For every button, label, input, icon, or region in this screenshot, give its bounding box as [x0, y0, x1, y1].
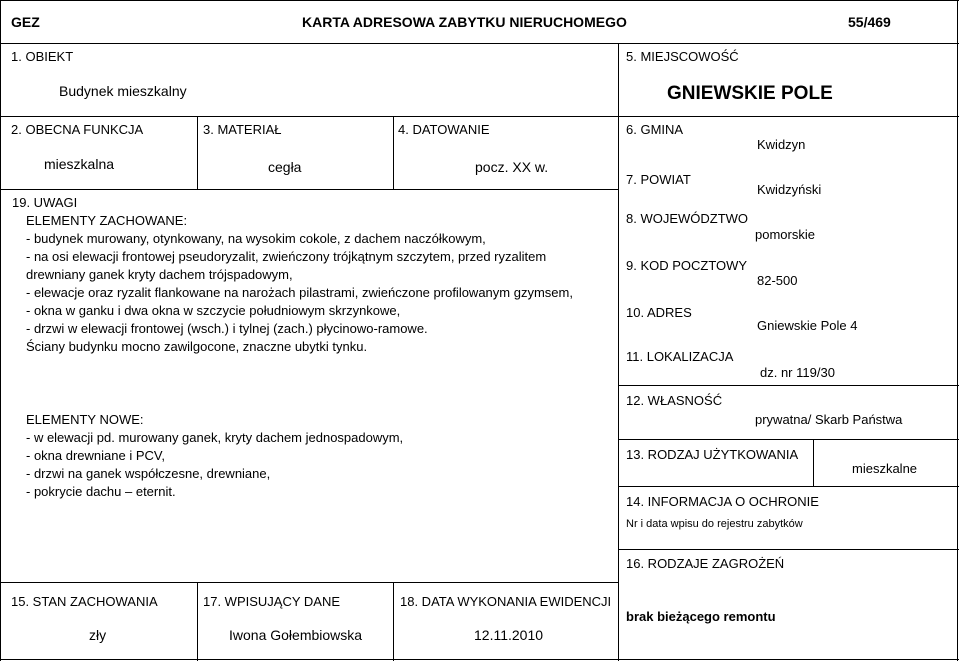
- wojewodztwo-value: pomorskie: [755, 227, 815, 242]
- wlasnosc-value: prywatna/ Skarb Państwa: [755, 412, 903, 427]
- data-wykonania-label: 18. DATA WYKONANIA EWIDENCJI: [400, 594, 612, 609]
- nowe-line: - drzwi na ganek współczesne, drewniane,: [26, 466, 271, 481]
- card-number: 55/469: [848, 14, 891, 30]
- right-row-divider-1: [618, 385, 959, 386]
- wpisujacy-label: 17. WPISUJĄCY DANE: [203, 594, 341, 609]
- header-left: GEZ: [11, 14, 40, 30]
- material-value: cegła: [268, 159, 302, 175]
- funkcja-value: mieszkalna: [44, 156, 115, 172]
- outer-top-border: [0, 0, 959, 1]
- zachowane-line: - budynek murowany, otynkowany, na wysokim cokole, z dachem naczółkowym,: [26, 231, 486, 246]
- function-row-divider: [0, 189, 618, 190]
- miejscowosc-value: GNIEWSKIE POLE: [667, 83, 833, 104]
- stan-label: 15. STAN ZACHOWANIA: [11, 594, 158, 609]
- nowe-line: - okna drewniane i PCV,: [26, 448, 165, 463]
- nowe-header: ELEMENTY NOWE:: [26, 412, 144, 427]
- ochrona-label: 14. INFORMACJA O OCHRONIE: [626, 494, 819, 509]
- zachowane-line: - drzwi w elewacji frontowej (wsch.) i tylnej (zach.) płycinowo-ramowe.: [26, 321, 428, 336]
- bottom-divider-1: [197, 582, 198, 661]
- card-title: KARTA ADRESOWA ZABYTKU NIERUCHOMEGO: [302, 14, 627, 30]
- nowe-section: [26, 411, 403, 501]
- uzytkowanie-value: mieszkalne: [852, 461, 918, 476]
- outer-right-border: [957, 0, 958, 661]
- wojewodztwo-label: 8. WOJEWÓDZTWO: [626, 211, 749, 226]
- nowe-line: - w elewacji pd. murowany ganek, kryty dachem jednospadowym,: [26, 430, 404, 445]
- right-row-divider-3: [618, 486, 959, 487]
- zachowane-line: Ściany budynku mocno zawilgocone, znaczne ubytki tynku.: [26, 339, 368, 354]
- header-divider: [0, 43, 959, 44]
- bottom-divider-2: [393, 582, 394, 661]
- powiat-value: Kwidzyński: [757, 182, 822, 197]
- obiekt-label: 1. OBIEKT: [11, 49, 74, 64]
- wpisujacy-value: Iwona Gołembiowska: [229, 627, 363, 643]
- stan-value: zły: [89, 627, 107, 643]
- kod-pocztowy-label: 9. KOD POCZTOWY: [626, 258, 748, 273]
- miejscowosc-label: 5. MIEJSCOWOŚĆ: [626, 49, 739, 64]
- datowanie-label: 4. DATOWANIE: [398, 122, 490, 137]
- uwagi-label: 19. UWAGI: [12, 195, 78, 210]
- zachowane-line: - na osi elewacji frontowej pseudoryzalit, zwieńczony trójkątnym szczytem, przed ryzalitem: [26, 249, 547, 264]
- usage-divider: [813, 439, 814, 486]
- zachowane-line: drewniany ganek kryty dachem trójspadowym,: [26, 267, 293, 282]
- adres-value: Gniewskie Pole 4: [757, 318, 858, 333]
- wlasnosc-label: 12. WŁASNOŚĆ: [626, 393, 723, 408]
- kod-pocztowy-value: 82-500: [757, 273, 798, 288]
- powiat-label: 7. POWIAT: [626, 172, 691, 187]
- function-material-divider: [197, 116, 198, 189]
- ochrona-sub: Nr i data wpisu do rejestru zabytków: [626, 518, 803, 530]
- lokalizacja-value: dz. nr 119/30: [760, 365, 835, 380]
- main-column-divider: [618, 43, 619, 661]
- zachowane-line: - okna w ganku i dwa okna w szczycie południowym skrzynkowe,: [26, 303, 401, 318]
- adres-label: 10. ADRES: [626, 305, 692, 320]
- gmina-label: 6. GMINA: [626, 122, 684, 137]
- outer-bottom-border: [0, 659, 959, 660]
- material-date-divider: [393, 116, 394, 189]
- gmina-value: Kwidzyn: [757, 137, 806, 152]
- datowanie-value: pocz. XX w.: [475, 159, 549, 175]
- uwagi-section: [12, 194, 573, 356]
- zagrozenia-label: 16. RODZAJE ZAGROŻEŃ: [626, 556, 785, 571]
- zagrozenia-value: brak bieżącego remontu: [626, 609, 776, 624]
- uzytkowanie-label: 13. RODZAJ UŻYTKOWANIA: [626, 447, 799, 462]
- zachowane-line: - elewacje oraz ryzalit flankowane na narożach pilastrami, zwieńczone profilowanym gzymsem,: [26, 285, 573, 300]
- right-row-divider-4: [618, 549, 959, 550]
- zachowane-header: ELEMENTY ZACHOWANE:: [26, 213, 188, 228]
- right-row-divider-2: [618, 439, 959, 440]
- obiekt-value: Budynek mieszkalny: [59, 83, 187, 99]
- data-wykonania-value: 12.11.2010: [474, 627, 544, 643]
- nowe-line: - pokrycie dachu – eternit.: [26, 484, 176, 499]
- obiekt-row-divider: [0, 116, 959, 117]
- material-label: 3. MATERIAŁ: [203, 122, 282, 137]
- lokalizacja-label: 11. LOKALIZACJA: [626, 349, 734, 364]
- outer-left-border: [0, 0, 1, 661]
- bottom-row-divider: [0, 582, 618, 583]
- funkcja-label: 2. OBECNA FUNKCJA: [11, 122, 144, 137]
